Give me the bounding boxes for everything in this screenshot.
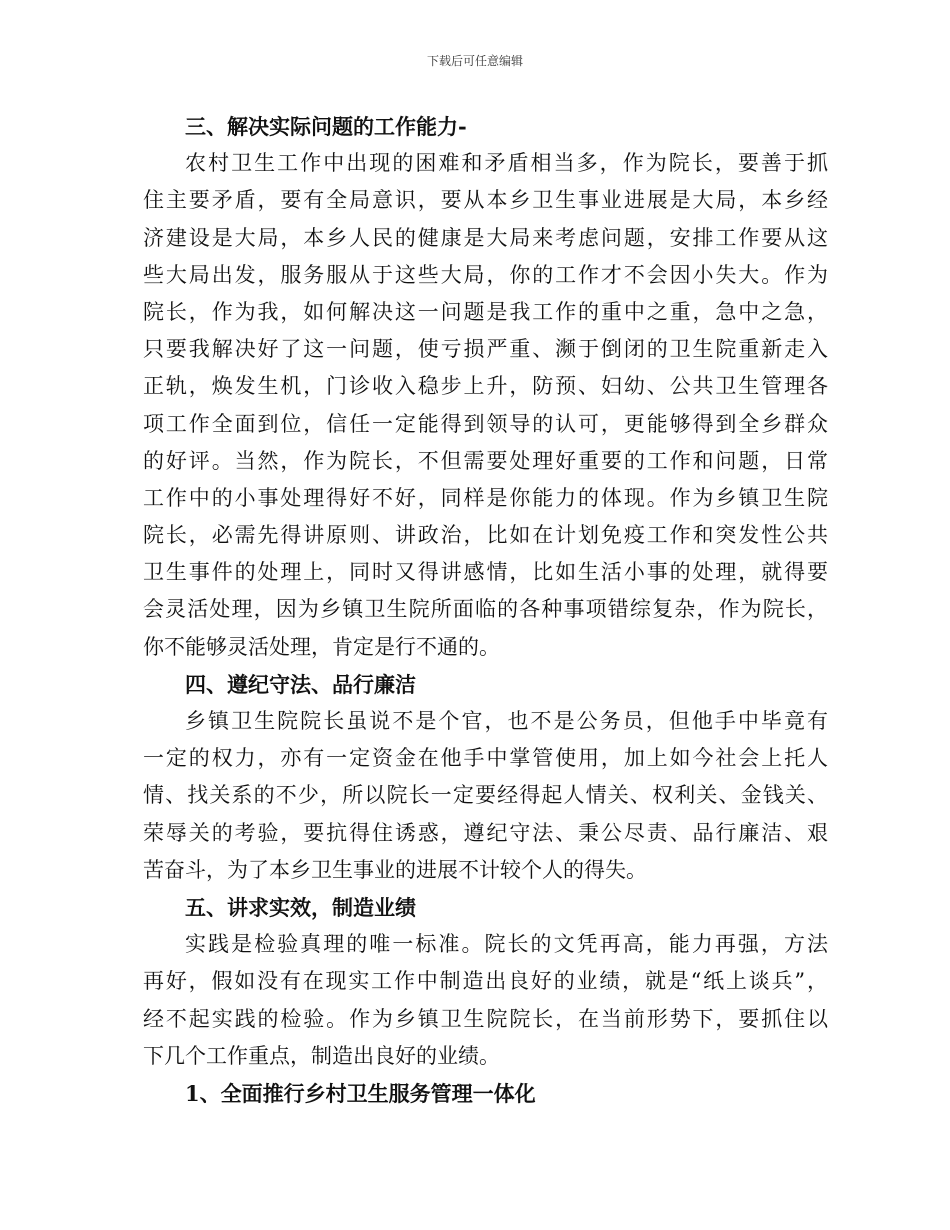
paragraph [143,926,828,1075]
text-line: 会灵活处理，因为乡镇卫生院所面临的各种事项错综复杂，作为院长， [143,597,828,622]
text-line: 住主要矛盾，要有全局意识，要从本乡卫生事业进展是大局，本乡经 [143,188,828,213]
text-line: 院长，必需先得讲原则、讲政治，比如在计划免疫工作和突发性公共 [143,523,828,548]
text-line: 卫生事件的处理上，同时又得讲感情，比如生活小事的处理，就得要 [143,560,828,585]
text-line: 农村卫生工作中出现的困难和矛盾相当多，作为院长，要善于抓 [185,151,828,176]
text-line: 实践是检验真理的唯一标准。院长的文凭再高，能力再强，方法 [185,932,828,957]
text-line: 一定的权力，亦有一定资金在他手中掌管使用，加上如今社会上托人 [143,746,828,771]
text-line: 经不起实践的检验。作为乡镇卫生院院长，在当前形势下，要抓住以 [143,1006,828,1031]
text-line: 项工作全面到位，信任一定能得到领导的认可，更能够得到全乡群众 [143,411,828,436]
text-line: 院长，作为我，如何解决这一问题是我工作的重中之重，急中之急， [143,299,828,324]
section-heading: 三、解决实际问题的工作能力- [185,114,467,139]
text-line: 济建设是大局，本乡人民的健康是大局来考虑问题，安排工作要从这 [143,225,828,250]
text-line: 你不能够灵活处理，肯定是行不通的。 [143,634,500,659]
text-line: 苦奋斗，为了本乡卫生事业的进展不计较个人的得失。 [143,857,647,882]
page-header: 下载后可任意编辑 [426,54,523,68]
text-line: 下几个工作重点，制造出良好的业绩。 [143,1043,500,1068]
paragraph [143,145,828,666]
subsection-heading: 1、全面推行乡村卫生服务管理一体化 [185,1080,536,1106]
text-line: 乡镇卫生院院长虽说不是个官，也不是公务员，但他手中毕竟有 [185,709,828,733]
text-line: 再好，假如没有在现实工作中制造出良好的业绩，就是“纸上谈兵”， [143,969,828,994]
text-line: 的好评。当然，作为院长，不但需要处理好重要的工作和问题，日常 [143,448,828,473]
text-line: 工作中的小事处理得好不好，同样是你能力的体现。作为乡镇卫生院 [143,485,828,510]
document-body [143,108,828,1112]
text-line: 些大局出发，服务服从于这些大局，你的工作才不会因小失大。作为 [143,262,828,287]
section-heading: 四、遵纪守法、品行廉洁 [185,671,416,697]
text-line: 正轨，焕发生机，门诊收入稳步上升，防预、妇幼、公共卫生管理各 [143,374,828,399]
paragraph [143,703,828,889]
section-heading: 五、讲求实效，制造业绩 [185,894,416,920]
text-line: 只要我解决好了这一问题，使亏损严重、濒于倒闭的卫生院重新走入 [143,337,828,362]
text-line: 荣辱关的考验，要抗得住诱惑，遵纪守法、秉公尽责、品行廉洁、艰 [143,820,828,845]
text-line: 情、找关系的不少，所以院长一定要经得起人情关、权利关、金钱关、 [143,783,828,808]
